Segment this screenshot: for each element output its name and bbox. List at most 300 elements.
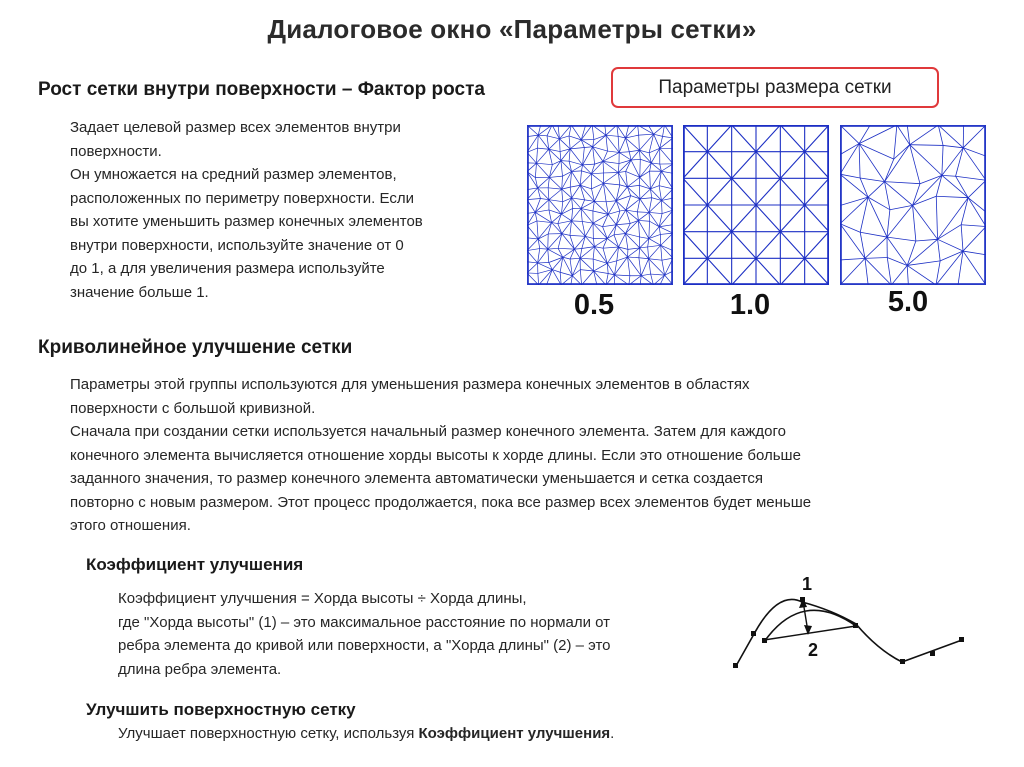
mesh-edge: [616, 223, 630, 224]
mesh-edge: [548, 248, 558, 249]
mesh-edge: [654, 134, 663, 136]
mesh-edge: [570, 235, 575, 249]
mesh-edge: [840, 144, 859, 175]
mesh-edge: [640, 189, 650, 199]
mesh-edge: [732, 232, 756, 259]
mesh-edge: [619, 138, 625, 152]
mesh-edge: [963, 251, 986, 255]
chord-length-label: 2: [808, 640, 819, 660]
mesh-edge: [756, 258, 780, 285]
mesh-edge: [805, 125, 829, 152]
mesh-edge: [583, 164, 595, 165]
growth-heading: Рост сетки внутри поверхности – Фактор роста: [38, 79, 485, 100]
mesh-edge: [580, 258, 594, 271]
mesh-edge: [614, 275, 629, 276]
mesh-edge: [661, 245, 662, 260]
mesh-edge: [538, 135, 539, 148]
mesh-edge: [650, 171, 651, 189]
mesh-edge: [572, 221, 583, 222]
mesh-edge: [572, 165, 583, 172]
mesh-edge: [756, 178, 780, 205]
growth-line: расположенных по периметру поверхности. Если: [70, 189, 414, 207]
mesh-edge: [606, 201, 616, 202]
mesh-edge: [936, 196, 937, 239]
mesh-edge: [594, 135, 606, 139]
mesh-edge: [638, 212, 649, 220]
mesh-edge: [580, 174, 591, 185]
mesh-edge: [548, 177, 549, 187]
curvature-line: заданного значения, то размер конечного элемента автоматически уменьшается и сетка создается: [70, 470, 763, 487]
mesh-edge: [916, 239, 938, 241]
mesh-edge: [649, 239, 661, 246]
mesh-edge: [626, 138, 640, 150]
mesh-edge: [780, 125, 804, 152]
mesh-edge: [648, 247, 649, 259]
mesh-edge: [580, 171, 581, 185]
mesh-edge: [558, 248, 574, 249]
mesh-edge: [536, 163, 549, 177]
mesh-edge: [572, 209, 581, 221]
curvature-line: поверхности с большой кривизной.: [70, 399, 316, 417]
mesh-edge: [570, 235, 585, 236]
improve-description: [118, 722, 614, 746]
mesh-edge: [631, 150, 639, 160]
coefficient-line: Коэффициент улучшения = Хорда высоты ÷ Хорда длины,: [118, 590, 527, 607]
mesh-edge: [805, 178, 829, 205]
curvature-heading: Криволинейное улучшение сетки: [38, 337, 353, 358]
node-dot: [853, 623, 858, 628]
mesh-edge: [538, 223, 551, 239]
mesh-edge: [593, 135, 606, 147]
mesh-edge: [593, 259, 594, 271]
mesh-edge: [936, 196, 968, 197]
mesh-edge: [894, 125, 897, 159]
improve-text-suffix: .: [610, 725, 615, 742]
mesh-edge: [591, 174, 603, 183]
mesh-edge: [548, 188, 549, 200]
mesh-edge: [572, 221, 586, 236]
mesh-edge: [548, 249, 549, 262]
mesh-edge: [603, 227, 608, 239]
mesh-edge: [961, 225, 963, 251]
mesh-edge: [660, 148, 673, 164]
mesh-edge: [536, 148, 537, 163]
mesh-edge: [649, 212, 662, 213]
mesh-edge: [582, 271, 594, 285]
mesh-edge: [780, 258, 804, 285]
mesh-edge: [732, 152, 756, 179]
mesh-edge: [943, 145, 963, 147]
mesh-edge: [641, 259, 648, 276]
mesh-edge: [549, 139, 560, 149]
mesh-edge: [865, 258, 891, 285]
mesh-edge: [581, 201, 594, 208]
mesh-edge: [683, 258, 707, 285]
mesh-edge: [638, 220, 639, 236]
mesh-edge: [639, 134, 654, 135]
mesh-edge: [865, 258, 868, 285]
mesh-edge: [548, 188, 562, 189]
mesh-edge: [865, 237, 887, 258]
node-dot: [800, 597, 805, 602]
mesh-edge: [537, 221, 538, 239]
mesh-edge: [603, 152, 619, 161]
mesh-edge: [574, 249, 580, 258]
mesh-edge: [840, 125, 859, 144]
mesh-edge: [756, 205, 780, 232]
mesh-edge: [756, 152, 780, 179]
mesh-edge: [756, 232, 780, 259]
mesh-edge: [606, 135, 619, 152]
mesh-edge: [527, 198, 540, 199]
growth-line: внутри поверхности, используйте значение от 0: [70, 236, 404, 254]
mesh-edge: [885, 145, 910, 182]
mesh-edge: [562, 176, 563, 189]
mesh-edge: [956, 176, 969, 197]
mesh-edge: [961, 198, 968, 225]
mesh-edge: [628, 257, 639, 258]
mesh-edge: [536, 149, 548, 163]
mesh-edge: [549, 176, 562, 177]
mesh-edge: [640, 237, 649, 239]
coefficient-line: ребра элемента до кривой или поверхности, а "Хорда длины" (2) – это: [118, 637, 611, 654]
mesh-edge: [661, 245, 673, 250]
improve-text-bold: Коэффициент улучшения: [418, 725, 611, 742]
mesh-edge: [840, 174, 868, 197]
mesh-edge: [938, 225, 962, 240]
mesh-edge: [661, 200, 662, 213]
mesh-edge: [780, 205, 804, 232]
mesh-edge: [942, 145, 943, 175]
chord-diagram: [728, 568, 978, 678]
growth-line: Задает целевой размер всех элементов внутри: [70, 119, 401, 136]
mesh-edge: [956, 148, 964, 176]
mesh-edge: [942, 148, 963, 176]
mesh-example-coarse: [840, 125, 986, 285]
mesh-edge: [626, 220, 639, 233]
mesh-edge: [913, 205, 916, 241]
mesh-edge: [840, 174, 860, 178]
mesh-edge: [732, 125, 756, 152]
mesh-edge: [707, 125, 731, 152]
mesh-edge: [603, 225, 617, 227]
mesh-edge: [562, 189, 563, 202]
mesh-edge: [581, 125, 585, 140]
growth-line: Он умножается на средний размер элементов,: [70, 166, 397, 183]
mesh-edge: [603, 247, 619, 248]
mesh-edge: [618, 164, 619, 173]
mesh-edge: [910, 145, 920, 184]
mesh-edge: [660, 233, 673, 234]
mesh-edge: [868, 197, 887, 237]
mesh-edge: [805, 152, 829, 179]
mesh-edge: [707, 258, 731, 285]
curvature-line: повторно с новым размером. Этот процесс продолжается, пока все размер всех элементов будет меньше: [70, 493, 812, 511]
mesh-edge: [707, 178, 731, 205]
mesh-edge: [938, 125, 943, 145]
mesh-edge: [938, 198, 969, 240]
growth-line: поверхности.: [70, 142, 162, 160]
mesh-edge: [780, 232, 804, 259]
mesh-edge: [552, 223, 562, 234]
mesh-edge: [840, 144, 859, 155]
mesh-edge: [961, 225, 986, 227]
mesh-edge: [614, 233, 626, 234]
mesh-edge: [641, 274, 651, 276]
mesh-edge: [913, 196, 937, 205]
mesh-edge: [659, 227, 660, 235]
mesh-edge: [649, 212, 659, 226]
mesh-edge: [562, 189, 572, 198]
mesh-edge: [868, 182, 885, 198]
mesh-label-2: 5.0: [887, 286, 929, 318]
mesh-edge: [540, 249, 548, 250]
mesh-edge: [654, 134, 660, 148]
mesh-edge: [581, 209, 582, 222]
mesh-edge: [580, 270, 593, 271]
mesh-edge: [968, 198, 986, 212]
mesh-edge: [616, 211, 620, 225]
mesh-edge: [538, 263, 553, 270]
mesh-edge: [859, 144, 860, 178]
mesh-edge: [659, 227, 673, 233]
mesh-edge: [887, 237, 916, 241]
mesh-edge: [593, 211, 608, 214]
mesh-edge: [920, 175, 942, 183]
mesh-edge: [580, 270, 581, 285]
mesh-edge: [907, 265, 936, 285]
improve-text-prefix: Улучшает поверхностную сетку, используя: [118, 725, 419, 742]
mesh-edge: [559, 139, 560, 152]
mesh-edge: [572, 171, 581, 185]
mesh-edge: [963, 226, 986, 251]
mesh-edge: [626, 223, 631, 233]
mesh-edge: [860, 178, 884, 182]
mesh-edge: [887, 258, 891, 285]
mesh-edge: [640, 198, 652, 199]
mesh-edge: [614, 257, 627, 275]
mesh-edge: [593, 247, 594, 259]
mesh-edge: [938, 239, 941, 261]
mesh-edge: [616, 225, 625, 234]
mesh-edge: [887, 210, 890, 237]
mesh-edge: [840, 258, 865, 260]
mesh-edge: [572, 198, 581, 209]
mesh-edge: [560, 152, 561, 161]
coefficient-line: где "Хорда высоты" (1) – это максимальное расстояние по нормали от: [118, 613, 611, 631]
mesh-edge: [549, 200, 563, 202]
mesh-edge: [907, 265, 908, 285]
mesh-edge: [606, 135, 618, 136]
mesh-edge: [639, 135, 640, 150]
mesh-label-0: 0.5: [573, 289, 615, 321]
growth-line: вы хотите уменьшить размер конечных элементов: [70, 213, 423, 230]
mesh-edge: [805, 232, 829, 259]
mesh-edge: [942, 175, 968, 197]
mesh-edge: [594, 201, 606, 202]
mesh-edge: [570, 149, 582, 165]
mesh-edge: [683, 232, 707, 259]
mesh-edge: [574, 248, 581, 249]
mesh-edge: [707, 232, 731, 259]
mesh-edge: [885, 182, 920, 184]
node-dot: [762, 638, 767, 643]
node-dot: [751, 631, 756, 636]
mesh-edge: [936, 261, 940, 285]
mesh-edge: [618, 136, 619, 152]
mesh-edge: [732, 205, 756, 232]
mesh-edge: [891, 265, 907, 285]
mesh-example-fine: [527, 125, 673, 285]
mesh-edge: [571, 125, 581, 140]
mesh-edge: [549, 149, 561, 160]
mesh-size-params-box[interactable]: Параметры размера сетки: [611, 67, 939, 108]
mesh-edge: [569, 136, 570, 149]
mesh-edge: [707, 152, 731, 179]
mesh-edge: [572, 198, 585, 200]
mesh-edge: [539, 270, 553, 285]
chord-height-label: 1: [802, 574, 813, 594]
mesh-edge: [963, 148, 986, 156]
mesh-edge: [616, 210, 626, 225]
mesh-edge: [547, 136, 559, 139]
mesh-edge: [649, 221, 650, 238]
improve-heading: Улучшить поверхностную сетку: [86, 700, 356, 719]
mesh-edge: [559, 139, 570, 149]
curvature-line: конечного элемента вычисляется отношение хорды высоты к хорде длины. Если это отношение больше: [70, 446, 801, 464]
mesh-edge: [536, 163, 552, 164]
mesh-edge: [570, 147, 584, 148]
mesh-edge: [683, 152, 707, 179]
node-dot: [930, 651, 935, 656]
mesh-edge: [592, 125, 594, 140]
mesh-edge: [683, 205, 707, 232]
mesh-edge: [570, 258, 580, 259]
mesh-edge: [639, 258, 649, 259]
mesh-edge: [649, 245, 661, 258]
mesh-edge: [651, 274, 665, 275]
mesh-edge: [549, 177, 561, 189]
mesh-edge: [910, 145, 942, 176]
mesh-edge: [650, 221, 660, 226]
mesh-edge: [631, 160, 640, 177]
growth-line: значение больше 1.: [70, 283, 209, 301]
mesh-edge: [659, 225, 673, 227]
mesh-edge: [865, 258, 887, 259]
mesh-edge: [594, 263, 608, 271]
node-dot: [959, 637, 964, 642]
mesh-edge: [561, 161, 563, 176]
mesh-edge: [756, 125, 780, 152]
coefficient-description: [118, 587, 728, 681]
mesh-edge: [683, 178, 707, 205]
coefficient-line: длина ребра элемента.: [118, 660, 282, 678]
mesh-edge: [593, 259, 607, 263]
mesh-edge: [619, 152, 629, 153]
mesh-edge: [627, 187, 640, 199]
curvature-line: Параметры этой группы используются для уменьшения размера конечных элементов в областях: [70, 376, 750, 393]
mesh-edge: [582, 221, 585, 236]
mesh-edge: [956, 176, 986, 180]
mesh-edge: [626, 171, 640, 177]
mesh-edge: [639, 177, 640, 185]
mesh-edge: [661, 233, 673, 245]
mesh-edge: [626, 160, 631, 171]
mesh-edge: [910, 125, 939, 145]
mesh-edge: [572, 185, 581, 198]
coefficient-heading: Коэффициент улучшения: [86, 555, 304, 574]
mesh-edge: [535, 163, 536, 177]
mesh-edge: [538, 148, 549, 149]
mesh-edge: [640, 171, 650, 177]
mesh-edge: [938, 125, 963, 148]
mesh-edge: [619, 152, 631, 160]
mesh-edge: [780, 152, 804, 179]
mesh-edge: [637, 212, 649, 213]
node-dot: [733, 663, 738, 668]
mesh-edge: [938, 239, 963, 251]
mesh-edge: [549, 189, 562, 200]
mesh-edge: [631, 159, 640, 160]
mesh-edge: [805, 205, 829, 232]
mesh-edge: [805, 258, 829, 285]
mesh-edge: [546, 270, 552, 285]
mesh-edge: [638, 220, 649, 221]
mesh-edge: [840, 258, 865, 285]
mesh-edge: [640, 159, 641, 177]
mesh-edge: [538, 135, 547, 136]
mesh-edge: [591, 183, 603, 189]
mesh-edge: [581, 125, 592, 140]
mesh-example-medium: [683, 125, 829, 285]
mesh-edge: [780, 178, 804, 205]
mesh-edge: [649, 259, 651, 274]
mesh-edge: [585, 223, 593, 236]
mesh-edge: [608, 151, 620, 152]
mesh-edge: [603, 173, 618, 184]
mesh-edge: [887, 205, 913, 237]
mesh-edge: [942, 175, 956, 176]
mesh-edge: [639, 248, 640, 258]
mesh-edge: [860, 197, 868, 232]
mesh-edge: [606, 135, 608, 151]
mesh-edge: [558, 224, 562, 234]
mesh-edge: [968, 180, 986, 197]
mesh-edge: [732, 258, 756, 285]
mesh-edge: [561, 161, 569, 162]
mesh-edge: [569, 149, 570, 161]
mesh-edge: [640, 248, 649, 259]
mesh-edge: [963, 251, 986, 285]
growth-description: [70, 116, 520, 304]
mesh-edge: [638, 220, 648, 238]
mesh-edge: [584, 147, 592, 148]
mesh-edge: [963, 125, 986, 148]
mesh-edge: [649, 259, 662, 260]
mesh-edge: [570, 187, 571, 198]
mesh-edge: [561, 214, 571, 221]
mesh-edge: [649, 212, 650, 221]
mesh-edge: [608, 214, 616, 224]
mesh-edge: [580, 258, 593, 259]
mesh-edge: [619, 233, 626, 247]
mesh-edge: [963, 148, 986, 180]
mesh-edge: [549, 149, 553, 164]
mesh-edge: [732, 178, 756, 205]
mesh-edge: [683, 125, 707, 152]
mesh-edge: [639, 185, 640, 199]
mesh-edge: [570, 140, 581, 149]
